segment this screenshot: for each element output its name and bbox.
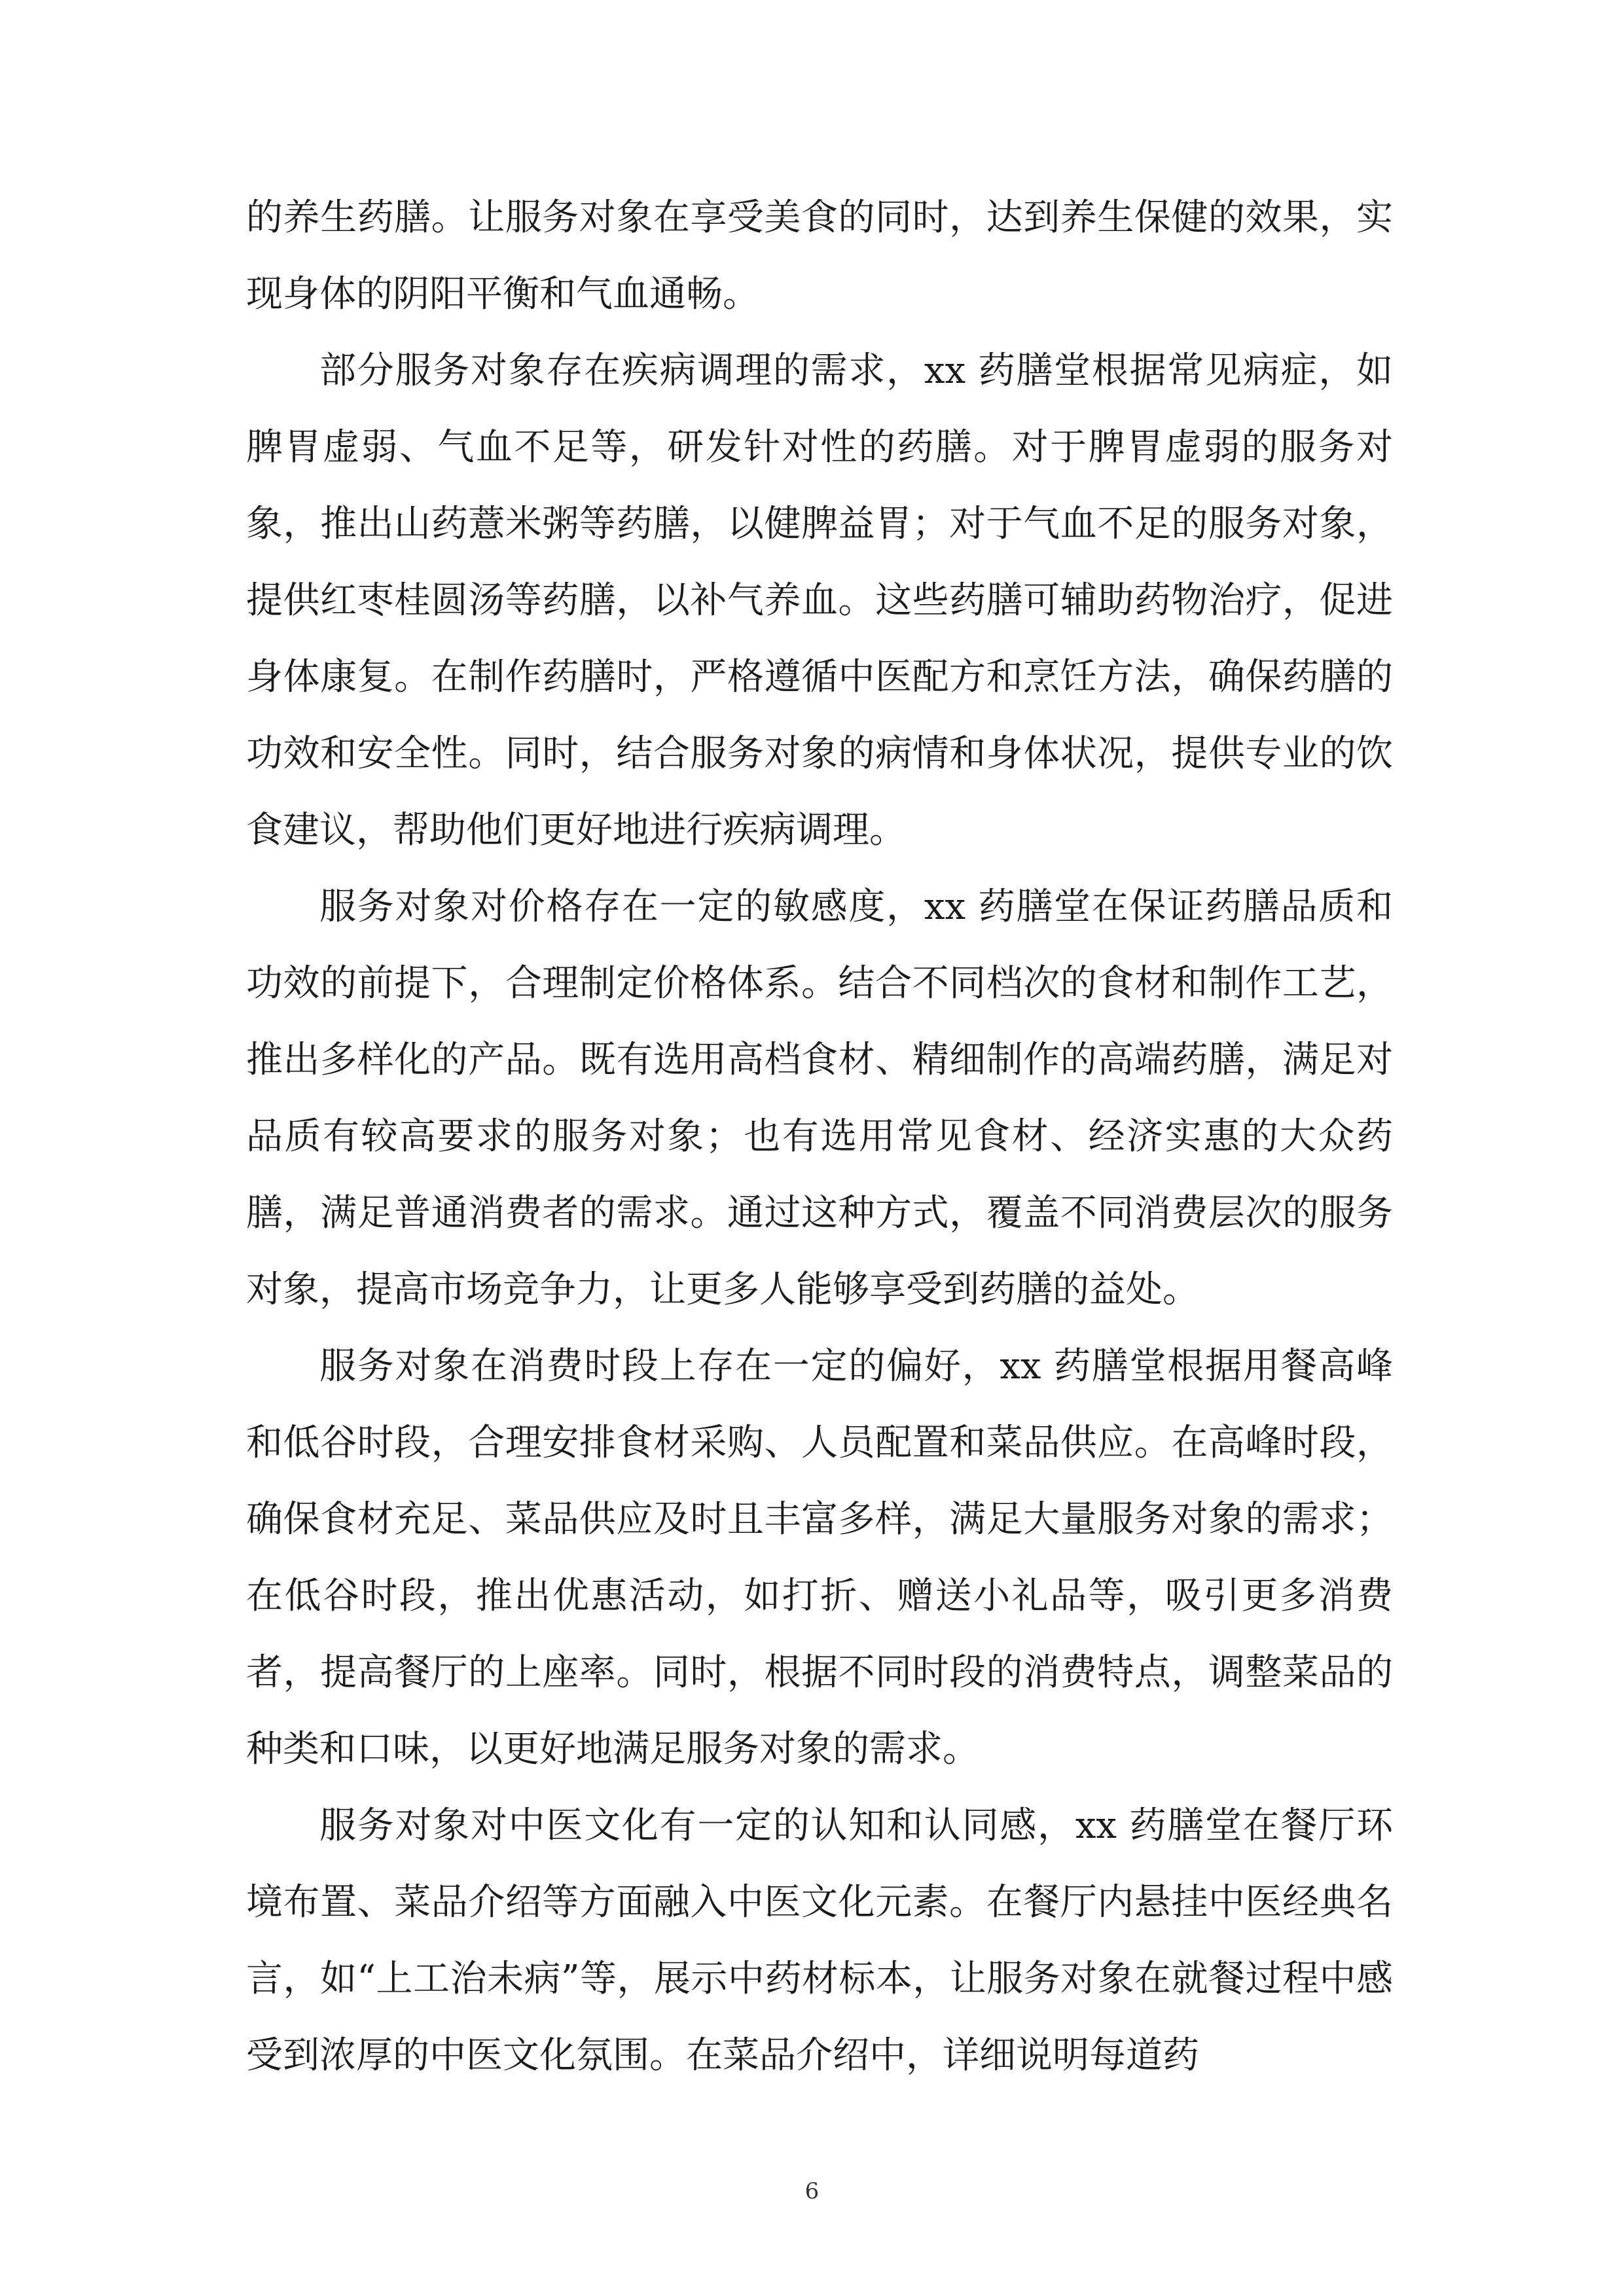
paragraph-1: 的养生药膳。让服务对象在享受美食的同时，达到养生保健的效果，实现身体的阴阳平衡和气血通畅。	[246, 196, 1393, 315]
body-text	[246, 179, 1393, 2094]
paragraph-3: 服务对象对价格存在一定的敏感度，xx 药膳堂在保证药膳品质和功效的前提下，合理制定价格体系。结合不同档次的食材和制作工艺，推出多样化的产品。既有选用高档食材、精细制作的高端药膳，满足对品质有较高要求的服务对象；也有选用常见食材、经济实惠的大众药膳，满足普通消费者的需求。通过这种方式，覆盖不同消费层次的服务对象，提高市场竞争力，让更多人能够享受到药膳的益处。	[246, 886, 1393, 1311]
paragraph-5: 服务对象对中医文化有一定的认知和认同感，xx 药膳堂在餐厅环境布置、菜品介绍等方面融入中医文化元素。在餐厅内悬挂中医经典名言，如“上工治未病”等，展示中药材标本，让服务对象在就餐过程中感受到浓厚的中医文化氛围。在菜品介绍中，详细说明每道药	[246, 1804, 1393, 2077]
paragraph-2: 部分服务对象存在疾病调理的需求，xx 药膳堂根据常见病症，如脾胃虚弱、气血不足等，研发针对性的药膳。对于脾胃虚弱的服务对象，推出山药薏米粥等药膳，以健脾益胃；对于气血不足的服务对象，提供红枣桂圆汤等药膳，以补气养血。这些药膳可辅助药物治疗，促进身体康复。在制作药膳时，严格遵循中医配方和烹饪方法，确保药膳的功效和安全性。同时，结合服务对象的病情和身体状况，提供专业的饮食建议，帮助他们更好地进行疾病调理。	[246, 350, 1393, 852]
page-number: 6	[804, 2178, 820, 2204]
paragraph-4: 服务对象在消费时段上存在一定的偏好，xx 药膳堂根据用餐高峰和低谷时段，合理安排食材采购、人员配置和菜品供应。在高峰时段，确保食材充足、菜品供应及时且丰富多样，满足大量服务对象的需求；在低谷时段，推出优惠活动，如打折、赠送小礼品等，吸引更多消费者，提高餐厅的上座率。同时，根据不同时段的消费特点，调整菜品的种类和口味，以更好地满足服务对象的需求。	[246, 1345, 1393, 1770]
